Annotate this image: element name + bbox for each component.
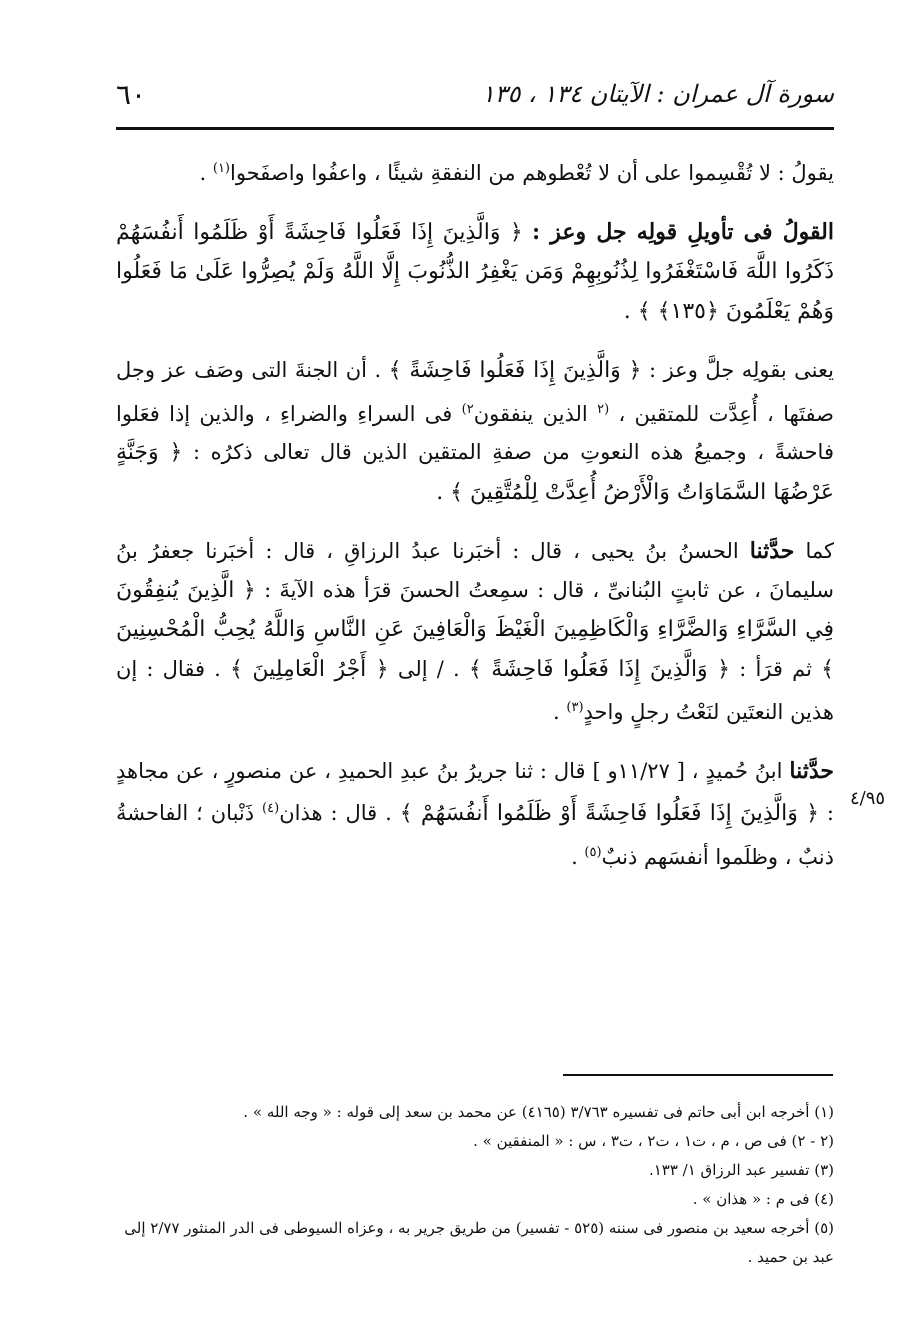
footnote-4: (٤) فى م : « هذان » . [692, 1190, 834, 1208]
footnote-5: (٥) أخرجه سعيد بن منصور فى سننه (٥٢٥ - تفسير) من طريق جرير به ، وعزاه السيوطى فى الدر المنثور ٢/٧٧ إلى عبد بن حميد . [124, 1219, 834, 1266]
p5-verse: ﴿ وَالَّذِينَ إِذَا فَعَلُوا فَاحِشَةً أَوْ ظَلَمُوا أَنفُسَهُمْ ﴾ [399, 801, 819, 826]
running-title: سورة آل عمران : الآيتان ١٣٤ ، ١٣٥ [481, 80, 834, 108]
paragraph-1 [116, 150, 834, 193]
p5-end: . [571, 844, 585, 869]
p3-text-c: الذين ينفقون [473, 401, 598, 426]
p4-verse-2: ﴿ وَالَّذِينَ إِذَا فَعَلُوا فَاحِشَةً ﴾ [468, 656, 731, 682]
p4-haddathana: حدَّثنا [749, 538, 795, 564]
page-header [116, 74, 834, 114]
p1-text: يقولُ : لا تُقْسِموا على أن لا تُعْطوهم من النفقةِ شيئًا ، واعفُوا واصفَحوا [230, 161, 834, 185]
p4-text-a: كما [794, 539, 834, 563]
p5-text-b: . قال : هذان [279, 801, 400, 825]
p4-text-e: . فقال : إن هذين النعتَين لنَعْتُ رجلٍ واحدٍ [116, 656, 834, 724]
paragraph-4 [116, 532, 834, 732]
p4-text-c: ثم قرَأ : [739, 656, 822, 681]
footnote-ref-3[interactable]: (٣) [566, 700, 584, 715]
footnote-1: (١) أخرجه ابن أبى حاتم فى تفسيره ٣/٧٦٣ (٤١٦٥) عن محمد بن سعد إلى قوله : « وجه الله » . [243, 1103, 834, 1121]
margin-page-marker: ٤/٩٥ [850, 788, 886, 809]
footnote-2: (٢ - ٢) فى ص ، م ، ت١ ، ت٢ ، ت٣ ، س : « المنفقين » . [473, 1132, 834, 1150]
footnote-ref-4[interactable]: (٤) [262, 801, 280, 816]
footnote-ref-2-open[interactable]: (٢ [597, 401, 610, 417]
page-number: ٦٠ [116, 77, 147, 111]
p3-verse-2: ﴿ وَجَنَّةٍ عَرْضُهَا السَّمَاوَاتُ وَالْأَرْضُ أُعِدَّتْ لِلْمُتَّقِينَ ﴾ . [116, 440, 834, 505]
p3-text-b: . أن الجنةَ التى وصَف عز وجل صفتَها ، أُعِدَّت للمتقين ، [116, 358, 835, 426]
p3-text-a: يعنى بقولِه جلَّ وعز : [649, 358, 834, 382]
footnote-rule [563, 1074, 833, 1076]
p3-verse-1: ﴿ وَالَّذِينَ إِذَا فَعَلُوا فَاحِشَةً ﴾ [388, 358, 642, 383]
footnotes [116, 1098, 834, 1272]
p3-text-d: فى السراءِ والضراءِ ، والذين إذا فعَلوا فاحشةً ، وجميعُ هذه النعوتِ من صفةِ المتقين الذين قال تعالى ذكرُه : [116, 401, 834, 464]
paragraph-2 [116, 213, 834, 332]
p5-text-c: ذَنْبان ؛ الفاحشةُ ذنبٌ ، وظلَموا أنفسَهم ذنبٌ [116, 801, 834, 869]
p4-end: . [553, 700, 567, 724]
footnote-ref-5[interactable]: (٥) [584, 844, 602, 860]
paragraph-5 [116, 752, 834, 877]
p5-text-a: ابنُ حُميدٍ ، [ ١١/٢٧و ] قال : ثنا جريرُ بنُ عبدِ الحميدِ ، عن منصورٍ ، عن مجاهدٍ : [116, 758, 834, 825]
p5-haddathana: حدَّثنا [789, 757, 834, 784]
footnote-ref-1[interactable]: (١) [212, 161, 230, 176]
footnote-3: (٣) تفسير عبد الرزاق ١/ ١٣٣. [648, 1161, 834, 1179]
p1-end: . [199, 161, 213, 185]
quran-verse-135: ﴿ وَالَّذِينَ إِذَا فَعَلُوا فَاحِشَةً أَوْ ظَلَمُوا أَنفُسَهُمْ ذَكَرُوا اللَّهَ فَاسْتَغْفَرُوا لِذُنُوبِهِمْ وَمَن يَغْفِرُ الذُّنُوبَ إِلَّا اللَّهُ وَلَمْ يُصِرُّوا عَلَىٰ مَا فَعَلُوا وَهُمْ يَعْلَمُونَ ﴿١٣٥﴾ ﴾ . [116, 219, 834, 324]
p4-verse-1: ﴿ الَّذِينَ يُنفِقُونَ فِي السَّرَّاءِ وَالضَّرَّاءِ وَالْكَاظِمِينَ الْغَيْظَ وَالْعَافِينَ عَنِ النَّاسِ وَاللَّهُ يُحِبُّ الْمُحْسِنِينَ ﴾ [116, 577, 834, 682]
p4-text-d: . / إلى [397, 656, 469, 681]
section-heading: القولُ فى تأويلِ قولِه جل وعز : [532, 218, 834, 245]
main-text [116, 150, 834, 896]
p4-text-b: الحسنُ بنُ يحيى ، قال : أخبَرنا عبدُ الرزاقِ ، قال : أخبَرنا جعفرُ بنُ سليمانَ ، عن ثابتٍ البُنانىِّ ، قال : سمِعتُ الحسنَ قرَأ هذه الآيةَ : [116, 539, 834, 602]
paragraph-3 [116, 351, 834, 512]
header-rule [116, 127, 834, 130]
footnote-ref-2-close[interactable]: ٢) [461, 401, 474, 417]
p4-verse-3: ﴿ أَجْرُ الْعَامِلِينَ ﴾ [230, 656, 389, 682]
